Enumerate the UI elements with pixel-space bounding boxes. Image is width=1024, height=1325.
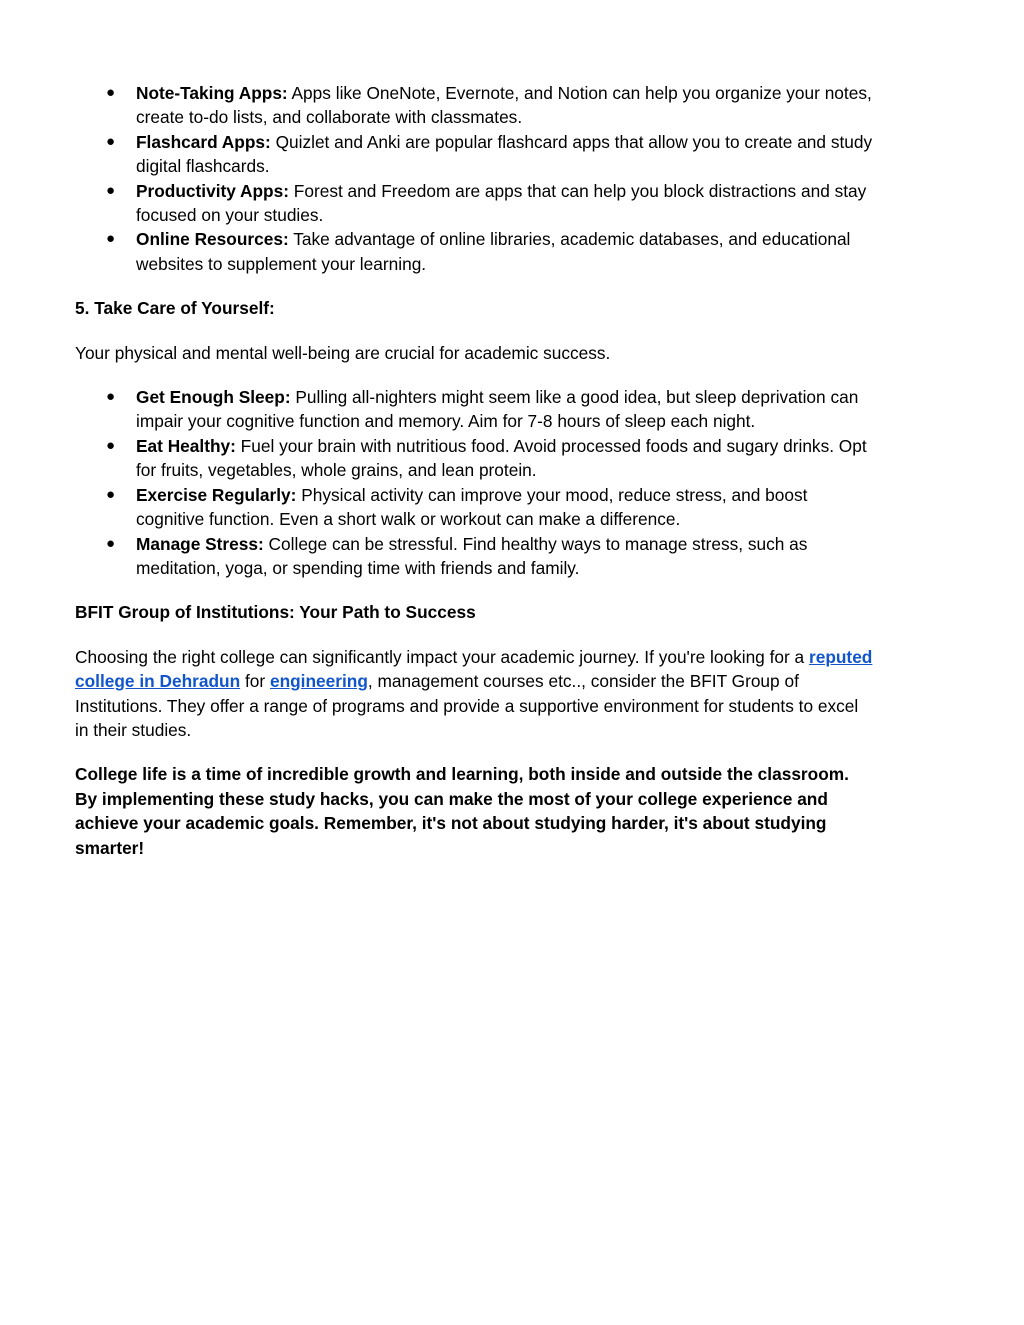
bullet-icon: ●	[106, 181, 116, 199]
list-item-term: Get Enough Sleep:	[136, 387, 291, 408]
list-item-text: Take advantage of online libraries, academic databases, and educational websites to supplement your learning.	[136, 229, 851, 274]
list-item	[75, 179, 875, 228]
list-item-text: Pulling all-nighters might seem like a good idea, but sleep deprivation can impair your cognitive function and memory. Aim for 7-8 hours of sleep each night.	[136, 387, 859, 432]
engineering-link[interactable]: engineering	[269, 671, 368, 692]
list-item-text: Quizlet and Anki are popular flashcard apps that allow you to create and study digital flashcards.	[136, 131, 873, 177]
bullet-icon: ●	[106, 388, 116, 406]
bullet-icon: ●	[106, 84, 116, 101]
tools-list	[75, 81, 875, 276]
list-item-text: College can be stressful. Find healthy ways to manage stress, such as meditation, yoga, or spending time with friends and family.	[136, 533, 808, 578]
list-item-term: Flashcard Apps:	[136, 131, 271, 152]
list-item-term: Eat Healthy:	[136, 435, 236, 456]
bfit-heading: BFIT Group of Institutions: Your Path to Success	[75, 602, 476, 623]
bullet-icon: ●	[106, 485, 116, 503]
list-item-term: Manage Stress:	[136, 533, 264, 554]
list-item-term: Productivity Apps:	[136, 180, 289, 201]
list-item-text: Forest and Freedom are apps that can help you block distractions and stay focused on your studies.	[136, 180, 867, 226]
bfit-text-mid: for	[240, 671, 270, 692]
section-intro: Your physical and mental well-being are crucial for academic success.	[75, 342, 611, 363]
list-item	[75, 385, 875, 434]
bullet-icon: ●	[106, 132, 116, 150]
list-item-term: Online Resources:	[136, 229, 289, 250]
document-content	[75, 81, 875, 860]
list-item	[75, 227, 875, 276]
list-item-term: Exercise Regularly:	[136, 484, 297, 505]
list-item	[75, 532, 875, 581]
list-item-text: Fuel your brain with nutritious food. Avoid processed foods and sugary drinks. Opt for fruits, vegetables, whole grains, and lean protein.	[136, 435, 867, 481]
list-item	[75, 434, 875, 483]
closing-paragraph: College life is a time of incredible growth and learning, both inside and outside the classroom. By implementing these study hacks, you can make the most of your college experience and achieve your academic goals. Remember, it's not about studying harder, it's about studying smarter!	[75, 764, 849, 858]
list-item-text: Physical activity can improve your mood, reduce stress, and boost cognitive function. Even a short walk or workout can make a difference.	[136, 484, 808, 530]
bfit-text-start: Choosing the right college can significantly impact your academic journey. If you're looking for a	[75, 646, 809, 667]
list-item-term: Note-Taking Apps:	[136, 83, 288, 103]
reputed-college-link[interactable]: reputed college in Dehradun	[75, 646, 873, 692]
list-item-text: Apps like OneNote, Evernote, and Notion can help you organize your notes, create to-do lists, and collaborate with classmates.	[136, 83, 872, 128]
list-item	[75, 483, 875, 532]
bullet-icon: ●	[106, 534, 116, 552]
bullet-icon: ●	[106, 436, 116, 454]
bfit-text-end: , management courses etc.., consider the BFIT Group of Institutions. They offer a range of programs and provide a supportive environment for students to excel in their studies.	[75, 671, 859, 740]
bfit-paragraph	[75, 645, 875, 743]
list-item	[75, 130, 875, 179]
self-care-list	[75, 385, 875, 580]
list-item	[75, 81, 875, 130]
bullet-icon: ●	[106, 230, 116, 248]
section-heading: 5. Take Care of Yourself:	[75, 298, 275, 319]
